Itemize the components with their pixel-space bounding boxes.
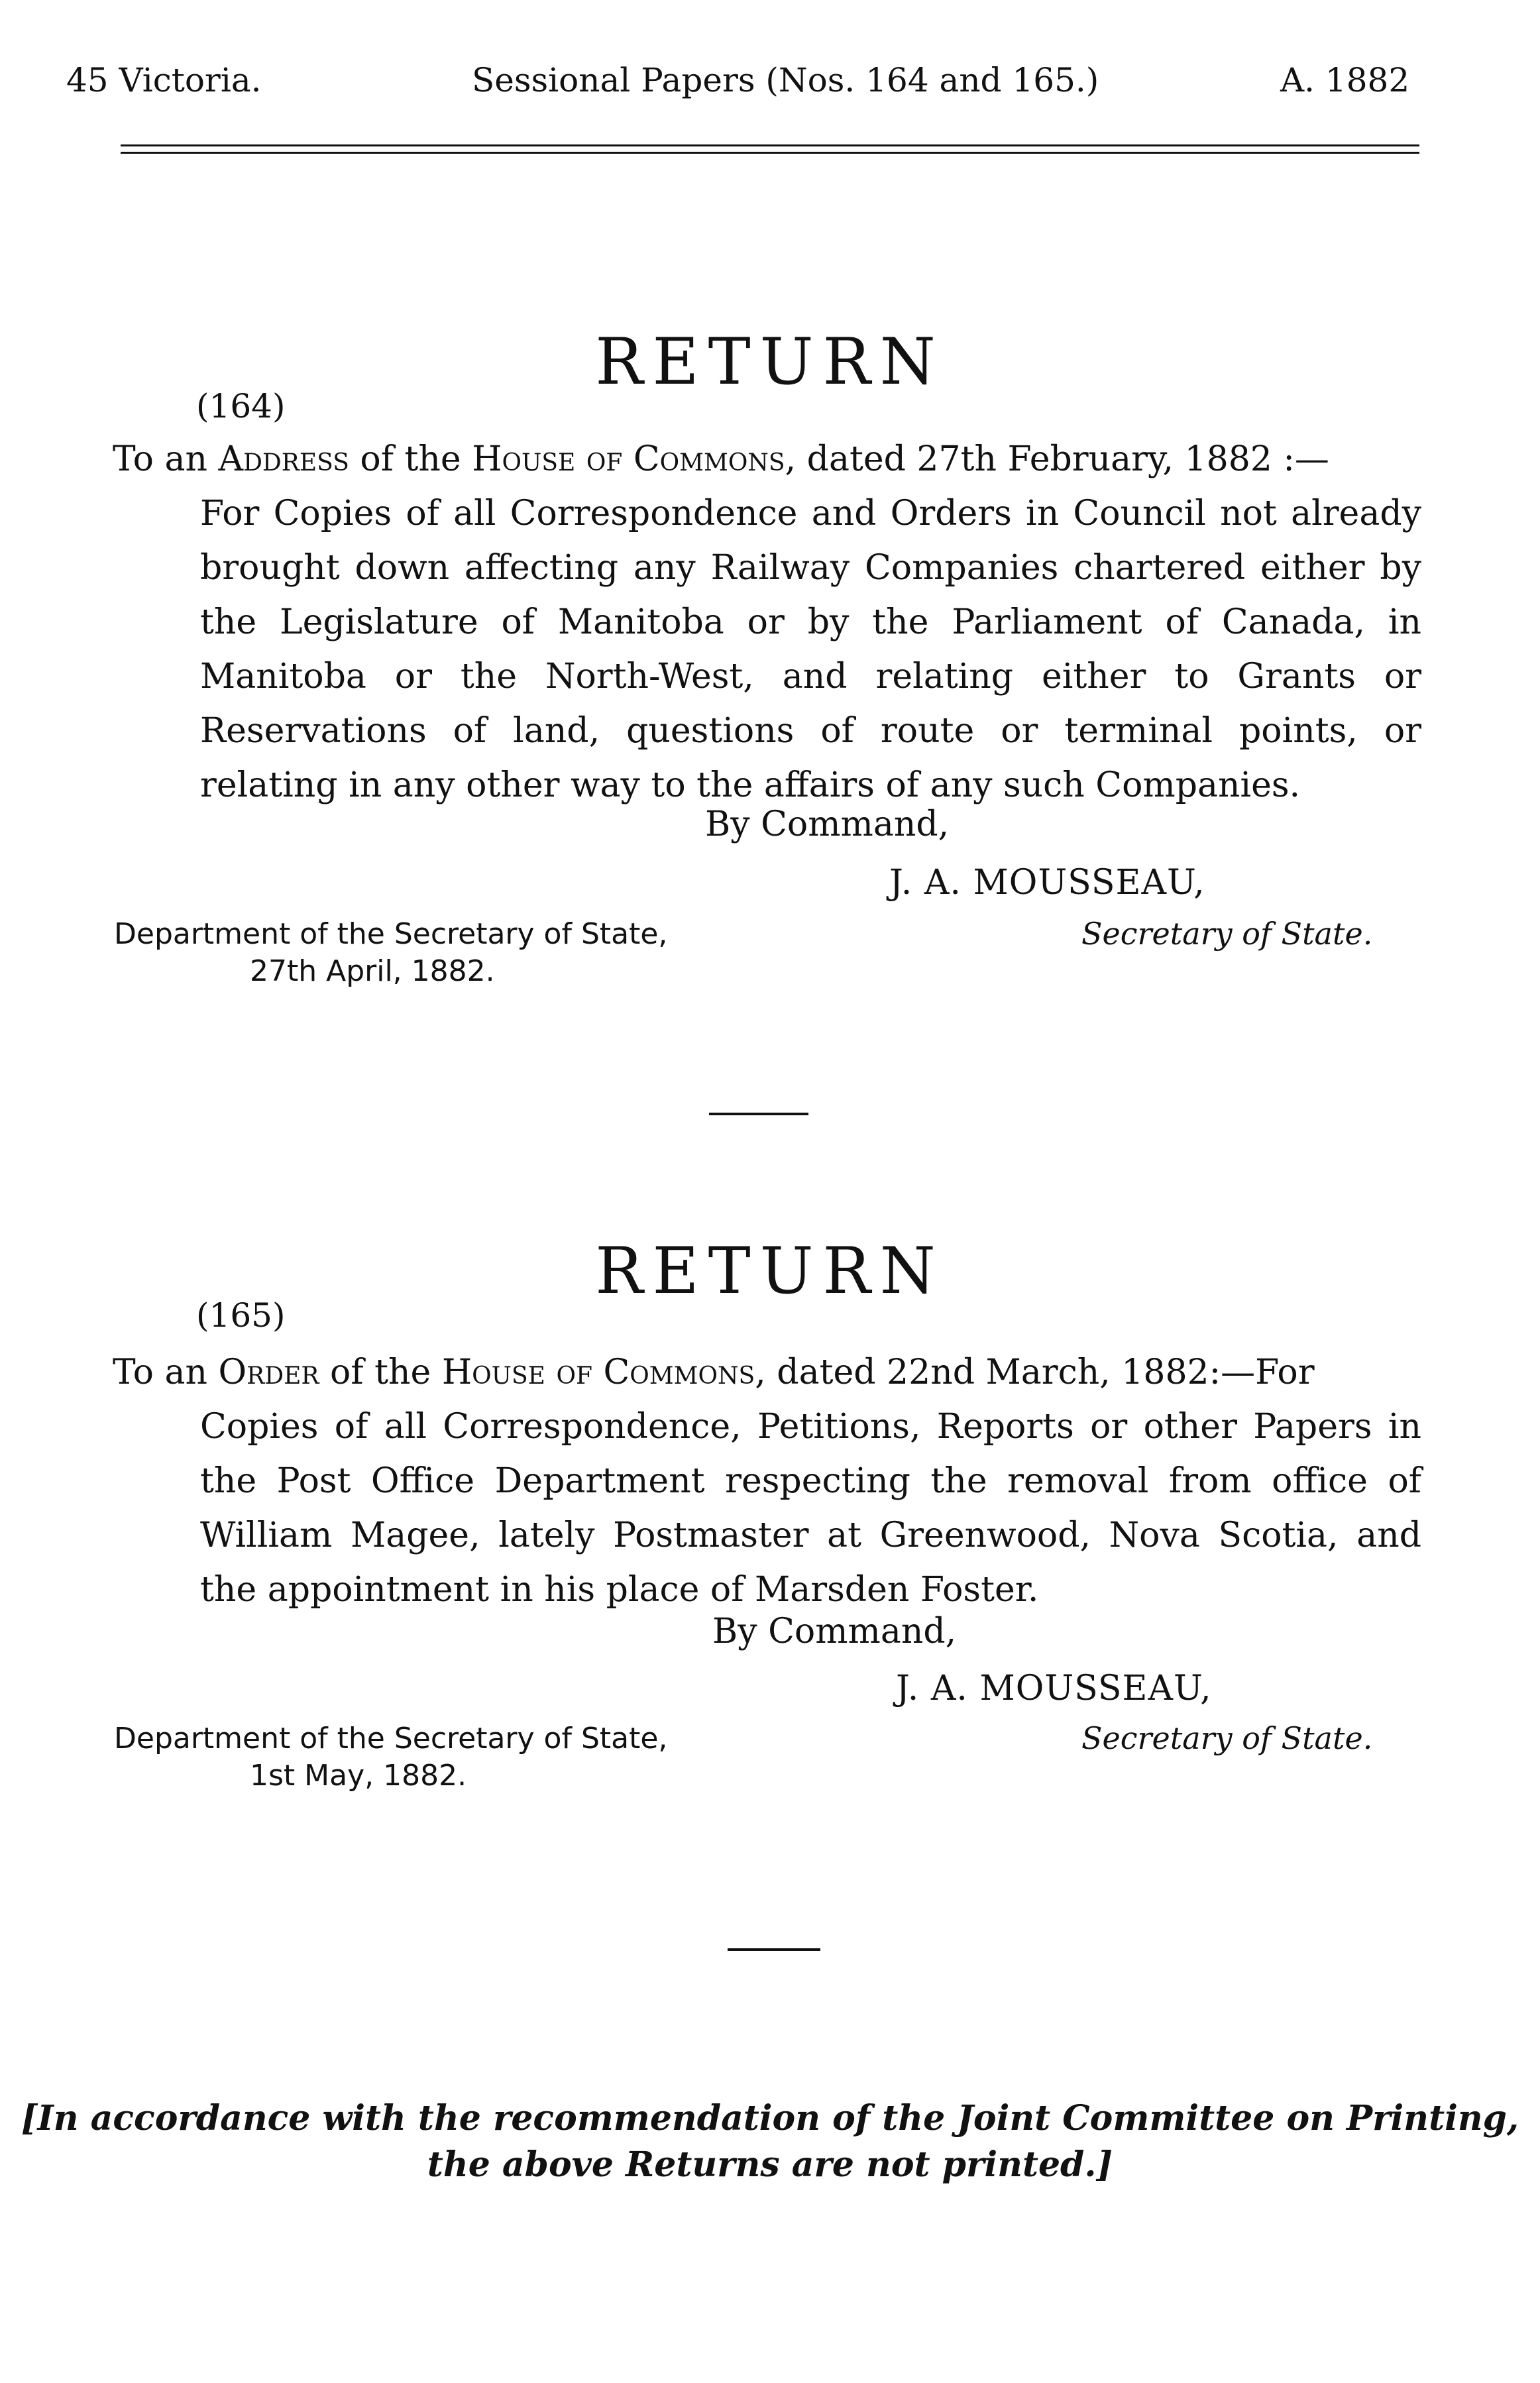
return-164-number: (164) — [196, 387, 286, 425]
return-165-department — [114, 1720, 667, 1795]
return-164-signer: J. A. MOUSSEAU, — [889, 863, 1205, 903]
return-164-title: RETURN — [595, 325, 945, 399]
header-year: A. 1882 — [1280, 61, 1410, 99]
department-date: 27th April, 1882. — [250, 954, 495, 988]
address-prefix: To an — [113, 1353, 219, 1392]
printing-note — [0, 2095, 1540, 2188]
return-164-department — [114, 916, 667, 990]
return-165-signer-title: Secretary of State. — [1081, 1720, 1373, 1756]
house-name: House of Commons — [472, 439, 785, 479]
department-name: Department of the Secretary of State, — [114, 1722, 668, 1755]
return-165-signer: J. A. MOUSSEAU, — [896, 1669, 1212, 1708]
department-name: Department of the Secretary of State, — [114, 917, 668, 951]
address-suffix: , dated 22nd March, 1882:—For — [755, 1353, 1315, 1392]
section-divider — [709, 1113, 808, 1115]
header-title: Sessional Papers (Nos. 164 and 165.) — [472, 61, 1099, 99]
department-date: 1st May, 1882. — [250, 1759, 467, 1793]
return-164-body: For Copies of all Correspondence and Orders in Council not already brought down affecting any Railway Companies chartered either by the Legislature of Manitoba or by the Parliament of Canada, in Manitoba or the North-West, and relating either to Grants or Reservations of land, questions of route or terminal points, or relating in any other way to the affairs of any such Companies. — [200, 494, 1421, 805]
address-kind: Address — [218, 439, 349, 479]
return-165-by-command: By Command, — [712, 1612, 957, 1651]
return-165-number: (165) — [196, 1296, 286, 1335]
address-mid: of the — [319, 1353, 442, 1392]
printing-note-line-2: the above Returns are not printed.] — [427, 2144, 1113, 2185]
printing-note-line-1: [In accordance with the recommendation of the Joint Committee on Printing, — [21, 2098, 1519, 2138]
house-name: House of Commons — [441, 1353, 755, 1392]
return-164-signer-title: Secretary of State. — [1081, 916, 1373, 952]
section-divider — [728, 1948, 820, 1951]
return-164-by-command: By Command, — [705, 804, 950, 844]
header-session: 45 Victoria. — [66, 61, 262, 99]
address-kind: Order — [218, 1353, 319, 1392]
address-mid: of the — [349, 439, 472, 479]
header-double-rule — [121, 144, 1419, 154]
return-165-body: Copies of all Correspondence, Petitions, Reports or other Papers in the Post Office Department respecting the removal from office of William Magee, lately Postmaster at Greenwood, Nova Scotia, and the appointment in his place of Marsden Foster. — [200, 1407, 1421, 1610]
return-164-address — [113, 432, 1421, 486]
address-prefix: To an — [113, 439, 219, 479]
return-165-title: RETURN — [595, 1234, 945, 1308]
address-suffix: , dated 27th February, 1882 :— — [785, 439, 1329, 479]
return-165-address — [113, 1345, 1421, 1400]
